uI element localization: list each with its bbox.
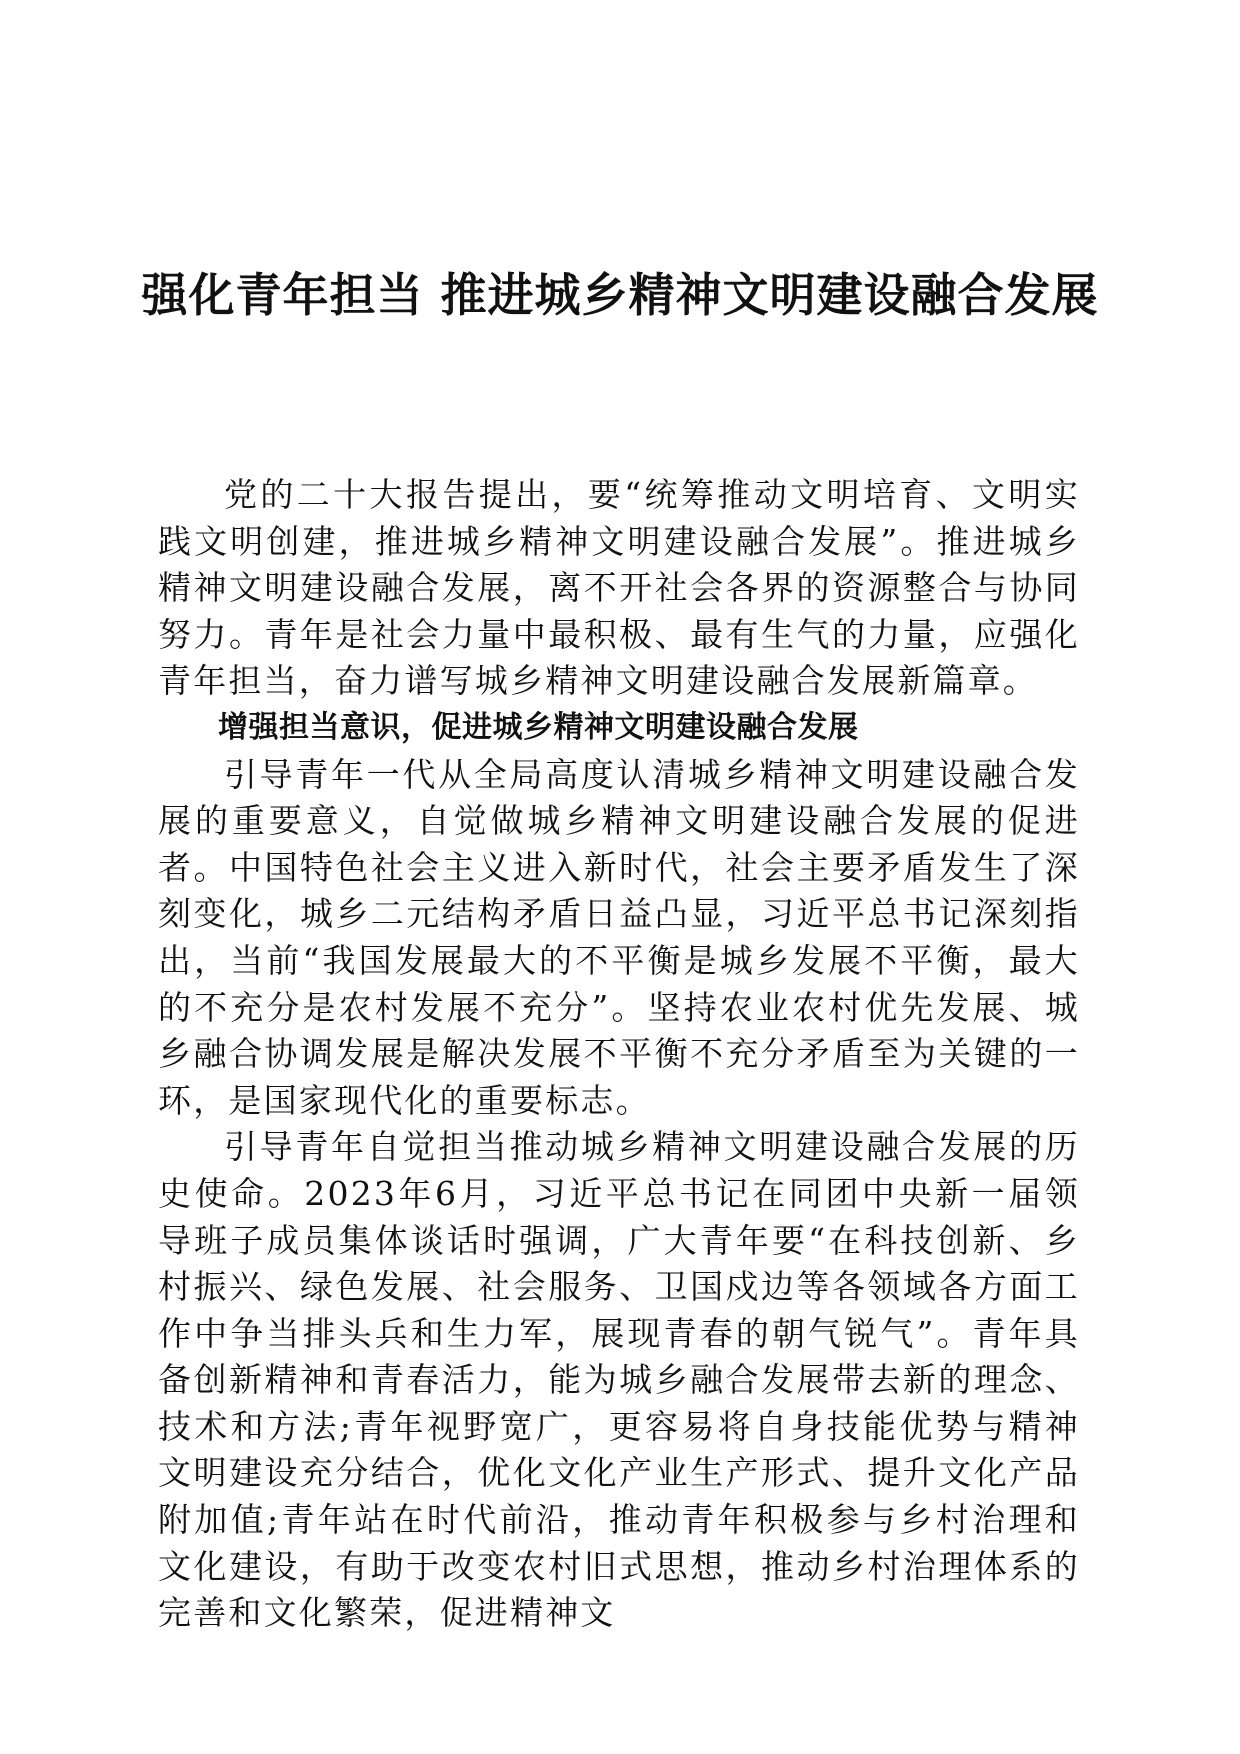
body-paragraph: 引导青年一代从全局高度认清城乡精神文明建设融合发展的重要意义，自觉做城乡精神文明建设融合发展的促进者。中国特色社会主义进入新时代，社会主要矛盾发生了深刻变化，城乡二元结构矛盾日益凸显，习近平总书记深刻指出，当前“我国发展最大的不平衡是城乡发展不平衡，最大的不充分是农村发展不充分”。坚持农业农村优先发展、城乡融合协调发展是解决发展不平衡不充分矛盾至为关键的一环，是国家现代化的重要标志。 bbox=[158, 754, 1080, 1120]
intro-paragraph: 党的二十大报告提出，要“统筹推动文明培育、文明实践文明创建，推进城乡精神文明建设融合发展”。推进城乡精神文明建设融合发展，离不开社会各界的资源整合与协同努力。青年是社会力量中最积极、最有生气的力量，应强化青年担当，奋力谱写城乡精神文明建设融合发展新篇章。 bbox=[158, 475, 1080, 701]
document-title: 强化青年担当 推进城乡精神文明建设融合发展 bbox=[141, 268, 1099, 322]
document-body bbox=[158, 472, 1080, 1637]
body-paragraph: 引导青年自觉担当推动城乡精神文明建设融合发展的历史使命。2023年6月，习近平总书记在同团中央新一届领导班子成员集体谈话时强调，广大青年要“在科技创新、乡村振兴、绿色发展、社会服务、卫国戍边等各领域各方面工作中争当排头兵和生力军，展现青春的朝气锐气”。青年具备创新精神和青春活力，能为城乡融合发展带去新的理念、技术和方法;青年视野宽广，更容易将自身技能优势与精神文明建设充分结合，优化文化产业生产形式、提升文化产品附加值;青年站在时代前沿，推动青年积极参与乡村治理和文化建设，有助于改变农村旧式思想，推动乡村治理体系的完善和文化繁荣，促进精神文 bbox=[158, 1127, 1080, 1633]
section-heading: 增强担当意识，促进城乡精神文明建设融合发展 bbox=[218, 709, 859, 745]
